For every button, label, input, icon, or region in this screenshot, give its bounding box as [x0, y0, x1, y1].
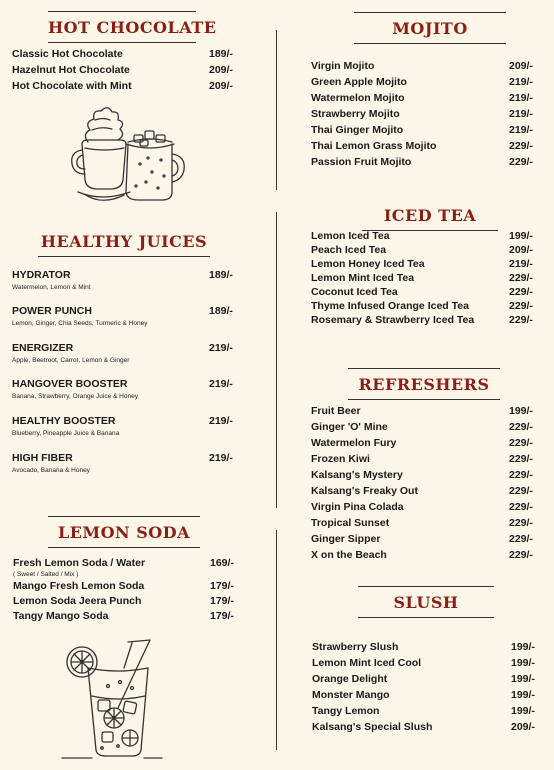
item-price: 189/-	[209, 305, 233, 317]
menu-item	[311, 230, 547, 244]
item-name: Rosemary & Strawberry Iced Tea	[311, 314, 475, 326]
item-name: Hazelnut Hot Chocolate	[12, 64, 130, 76]
mojito-heading	[354, 12, 506, 44]
item-price: 219/-	[509, 258, 533, 270]
item-price: 179/-	[210, 610, 234, 622]
item-price: 229/-	[509, 533, 533, 545]
item-name: Frozen Kiwi	[311, 453, 370, 465]
item-price: 229/-	[509, 156, 533, 168]
hot-chocolate-mugs-illustration	[68, 102, 188, 217]
menu-item	[12, 48, 242, 64]
menu-item	[311, 156, 547, 172]
item-name: HANGOVER BOOSTER	[12, 378, 128, 390]
item-name: Lemon Soda Jeera Punch	[13, 595, 142, 607]
menu-item	[311, 437, 547, 453]
item-description: Banana, Strawberry, Orange Juice & Honey	[12, 393, 138, 400]
item-price: 209/-	[509, 244, 533, 256]
item-name: Hot Chocolate with Mint	[12, 80, 132, 92]
hot-chocolate-title: HOT CHOCOLATE	[48, 18, 217, 37]
item-price: 219/-	[209, 452, 233, 464]
column-divider-bottom	[276, 530, 277, 750]
item-price: 169/-	[210, 557, 234, 569]
item-name: Classic Hot Chocolate	[12, 48, 123, 60]
item-price: 189/-	[209, 48, 233, 60]
menu-item	[311, 124, 547, 140]
heading-rule	[354, 43, 506, 44]
item-price: 209/-	[511, 721, 535, 733]
menu-item	[311, 60, 547, 76]
healthy-juices-heading	[38, 226, 210, 257]
item-name: Virgin Mojito	[311, 60, 375, 72]
menu-item	[312, 657, 548, 673]
item-price: 229/-	[509, 437, 533, 449]
item-price: 199/-	[511, 705, 535, 717]
item-price: 229/-	[509, 485, 533, 497]
item-name: HIGH FIBER	[12, 452, 73, 464]
menu-item	[13, 557, 243, 571]
lemon-soda-list	[13, 557, 243, 625]
item-price: 229/-	[509, 286, 533, 298]
item-name: Thai Ginger Mojito	[311, 124, 404, 136]
item-price: 199/-	[511, 673, 535, 685]
item-name: Lemon Honey Iced Tea	[311, 258, 425, 270]
item-price: 199/-	[511, 689, 535, 701]
item-description: Lemon, Ginger, Chia Seeds, Turmeric & Honey	[12, 320, 148, 327]
heading-rule	[48, 547, 200, 548]
mojito-list	[311, 60, 547, 172]
lemon-soda-note: ( Sweet / Salted / Mix )	[13, 571, 79, 578]
menu-item	[311, 286, 547, 300]
menu-item	[311, 108, 547, 124]
menu-item	[311, 258, 547, 272]
iced-tea-list	[311, 230, 547, 328]
item-name: Coconut Iced Tea	[311, 286, 398, 298]
menu-item	[312, 673, 548, 689]
item-price: 219/-	[509, 124, 533, 136]
item-name: Lemon Mint Iced Cool	[312, 657, 422, 669]
item-price: 199/-	[511, 641, 535, 653]
menu-item	[311, 300, 547, 314]
mojito-title: MOJITO	[392, 19, 468, 38]
column-divider-top	[276, 30, 277, 190]
item-name: Fresh Lemon Soda / Water	[13, 557, 146, 569]
item-name: Tangy Mango Soda	[13, 610, 109, 622]
item-price: 209/-	[209, 80, 233, 92]
iced-tea-title: ICED TEA	[383, 206, 477, 225]
item-price: 209/-	[209, 64, 233, 76]
item-price: 229/-	[509, 517, 533, 529]
menu-item	[311, 421, 547, 437]
iced-tea-heading	[362, 200, 498, 231]
item-name: Monster Mango	[312, 689, 390, 701]
menu-item	[12, 80, 242, 96]
healthy-juices-title: HEALTHY JUICES	[40, 232, 208, 251]
item-price: 229/-	[509, 421, 533, 433]
item-name: Tropical Sunset	[311, 517, 390, 529]
menu-item	[311, 314, 547, 328]
menu-item	[311, 244, 547, 258]
menu-item	[311, 533, 547, 549]
item-name: Kalsang's Freaky Out	[311, 485, 418, 497]
item-price: 229/-	[509, 272, 533, 284]
item-name: Tangy Lemon	[312, 705, 380, 717]
item-name: X on the Beach	[311, 549, 387, 561]
item-name: HEALTHY BOOSTER	[12, 415, 116, 427]
menu-item	[311, 92, 547, 108]
hot-chocolate-list	[12, 48, 242, 96]
slush-title: SLUSH	[393, 593, 459, 612]
item-price: 179/-	[210, 595, 234, 607]
menu-item	[311, 485, 547, 501]
item-price: 199/-	[509, 230, 533, 242]
heading-rule	[48, 42, 196, 43]
item-name: Green Apple Mojito	[311, 76, 407, 88]
menu-item	[312, 705, 548, 721]
item-name: HYDRATOR	[12, 269, 71, 281]
menu-item	[311, 469, 547, 485]
item-name: Kalsang's Mystery	[311, 469, 403, 481]
menu-item	[13, 610, 243, 625]
menu-item	[311, 501, 547, 517]
menu-item	[311, 405, 547, 421]
juice-item	[12, 378, 252, 406]
hot-chocolate-heading	[48, 11, 217, 43]
item-name: Mango Fresh Lemon Soda	[13, 580, 145, 592]
item-price: 219/-	[509, 76, 533, 88]
item-price: 199/-	[509, 405, 533, 417]
juice-item	[12, 342, 252, 370]
menu-item	[311, 453, 547, 469]
item-price: 229/-	[509, 314, 533, 326]
item-name: Watermelon Fury	[311, 437, 397, 449]
item-description: Blueberry, Pineapple Juice & Banana	[12, 430, 120, 437]
item-description: Apple, Beetroot, Carrot, Lemon & Ginger	[12, 357, 130, 364]
item-price: 219/-	[509, 108, 533, 120]
slush-heading	[358, 586, 494, 618]
juice-item	[12, 415, 252, 443]
item-name: Ginger 'O' Mine	[311, 421, 388, 433]
item-name: Thai Lemon Grass Mojito	[311, 140, 437, 152]
item-price: 199/-	[511, 657, 535, 669]
item-price: 209/-	[509, 60, 533, 72]
menu-item	[13, 595, 243, 610]
menu-item	[311, 140, 547, 156]
item-price: 219/-	[209, 415, 233, 427]
menu-item	[12, 64, 242, 80]
item-price: 229/-	[509, 469, 533, 481]
menu-item	[312, 641, 548, 657]
item-name: Ginger Sipper	[311, 533, 381, 545]
refreshers-heading	[348, 368, 500, 400]
menu-item	[13, 580, 243, 595]
item-name: Strawberry Slush	[312, 641, 399, 653]
juice-item	[12, 452, 252, 480]
lemon-soda-heading	[48, 516, 200, 548]
item-name: Kalsang's Special Slush	[312, 721, 433, 733]
menu-item	[312, 689, 548, 705]
heading-rule	[38, 256, 210, 257]
item-price: 179/-	[210, 580, 234, 592]
item-price: 219/-	[209, 342, 233, 354]
item-name: Fruit Beer	[311, 405, 361, 417]
lemon-soda-title: LEMON SODA	[57, 523, 191, 542]
item-price: 189/-	[209, 269, 233, 281]
item-price: 219/-	[209, 378, 233, 390]
menu-item	[311, 549, 547, 565]
refreshers-title: REFRESHERS	[358, 375, 490, 394]
item-price: 229/-	[509, 501, 533, 513]
item-description: Watermelon, Lemon & Mint	[12, 284, 91, 291]
juice-item	[12, 305, 252, 333]
item-name: Passion Fruit Mojito	[311, 156, 412, 168]
slush-list	[312, 641, 548, 737]
item-name: Virgin Pina Colada	[311, 501, 404, 513]
item-name: Strawberry Mojito	[311, 108, 400, 120]
column-divider-middle	[276, 212, 277, 508]
item-price: 229/-	[509, 300, 533, 312]
lemon-soda-glass-illustration	[62, 638, 162, 763]
item-price: 229/-	[509, 549, 533, 561]
item-name: Watermelon Mojito	[311, 92, 405, 104]
item-price: 229/-	[509, 453, 533, 465]
menu-item	[312, 721, 548, 737]
item-name: ENERGIZER	[12, 342, 74, 354]
item-price: 229/-	[509, 140, 533, 152]
item-name: Lemon Mint Iced Tea	[311, 272, 415, 284]
menu-item	[311, 272, 547, 286]
item-name: Lemon Iced Tea	[311, 230, 390, 242]
item-description: Avocado, Banana & Honey	[12, 467, 90, 474]
item-name: POWER PUNCH	[12, 305, 92, 317]
juice-item	[12, 269, 252, 297]
menu-item	[311, 517, 547, 533]
item-name: Peach Iced Tea	[311, 244, 387, 256]
refreshers-list	[311, 405, 547, 565]
item-name: Thyme Infused Orange Iced Tea	[311, 300, 469, 312]
heading-rule	[358, 617, 494, 618]
menu-item	[311, 76, 547, 92]
item-name: Orange Delight	[312, 673, 388, 685]
heading-rule	[348, 399, 500, 400]
item-price: 219/-	[509, 92, 533, 104]
